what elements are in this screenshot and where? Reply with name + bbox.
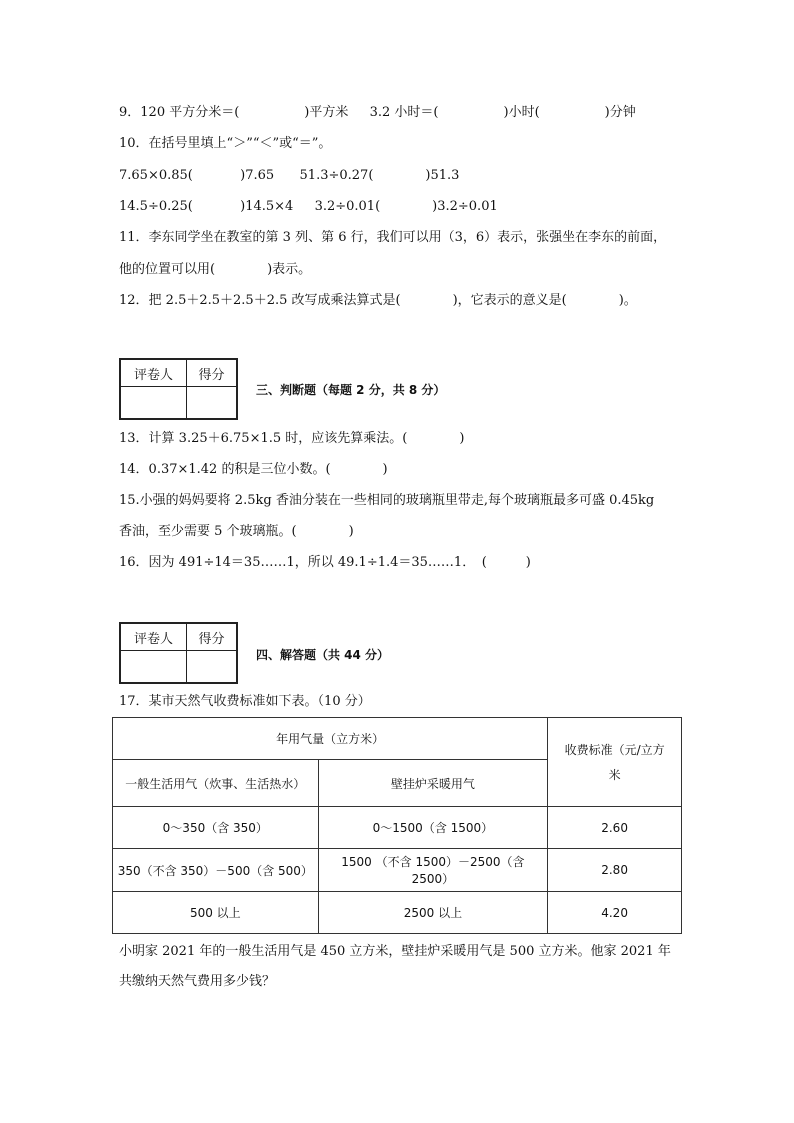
question-11-line-2: 他的位置可以用( )表示。 (119, 262, 312, 277)
score-box-section-3 (119, 358, 238, 420)
grader-cell (121, 651, 187, 682)
grader-label: 评卷人 (121, 360, 187, 387)
question-9: 9．120 平方分米＝( )平方米 3.2 小时＝( )小时( )分钟 (119, 105, 636, 120)
price-value: 2.60 (548, 807, 682, 849)
question-12: 12．把 2.5＋2.5＋2.5＋2.5 改写成乘法算式是( )，它表示的意义是( )。 (119, 293, 637, 308)
question-15-line-2: 香油，至少需要 5 个玻璃瓶。( ) (119, 524, 354, 539)
question-13: 13．计算 3.25＋6.75×1.5 时，应该先算乘法。( ) (119, 431, 465, 446)
question-10: 10．在括号里填上“＞”“＜”或“＝”。 (119, 136, 332, 151)
household-range: 500 以上 (113, 892, 319, 934)
table-row (113, 849, 682, 892)
usage-header: 年用气量（立方米） (113, 718, 548, 760)
household-range: 350（不含 350）－500（含 500） (113, 849, 319, 892)
question-15-line-1: 15.小强的妈妈要将 2.5kg 香油分装在一些相同的玻璃瓶里带走,每个玻璃瓶最多可盛 0.45kg (119, 493, 655, 508)
grader-label: 评卷人 (121, 624, 187, 651)
question-11-line-1: 11．李东同学坐在教室的第 3 列、第 6 行，我们可以用（3，6）表示，张强坐在李东的前面， (119, 230, 667, 245)
section-4-title: 四、解答题（共 44 分） (256, 648, 390, 662)
table-row (113, 892, 682, 934)
gas-fee-table (112, 717, 682, 934)
section-3-title: 三、判断题（每题 2 分，共 8 分） (256, 383, 446, 397)
price-header (548, 718, 682, 807)
household-subheader: 一般生活用气（炊事、生活热水） (113, 760, 319, 807)
score-label: 得分 (187, 624, 236, 651)
question-10-row-2: 14.5÷0.25( )14.5×4 3.2÷0.01( )3.2÷0.01 (119, 199, 498, 214)
score-box-section-4 (119, 622, 238, 684)
household-range: 0～350（含 350） (113, 807, 319, 849)
heating-subheader: 壁挂炉采暖用气 (318, 760, 548, 807)
grader-cell (121, 387, 187, 418)
price-header-line-2: 米 (608, 768, 621, 782)
heating-range: 0～1500（含 1500） (318, 807, 548, 849)
heating-range: 1500 （不含 1500）－2500（含 2500） (318, 849, 548, 892)
score-cell (187, 387, 236, 418)
question-17-text-1: 小明家 2021 年的一般生活用气是 450 立方米，壁挂炉采暖用气是 500 立方米。他家 2021 年 (119, 944, 671, 959)
question-14: 14．0.37×1.42 的积是三位小数。( ) (119, 462, 388, 477)
question-17-text-2: 共缴纳天然气费用多少钱？ (119, 974, 276, 989)
table-row (113, 807, 682, 849)
question-10-row-1: 7.65×0.85( )7.65 51.3÷0.27( )51.3 (119, 168, 460, 183)
question-17: 17．某市天然气收费标准如下表。（10 分） (119, 694, 371, 709)
question-16: 16．因为 491÷14＝35……1，所以 49.1÷1.4＝35……1． ( ) (119, 555, 531, 570)
price-value: 4.20 (548, 892, 682, 934)
price-header-line-1: 收费标准（元/立方 (564, 743, 665, 757)
price-value: 2.80 (548, 849, 682, 892)
heating-range: 2500 以上 (318, 892, 548, 934)
score-label: 得分 (187, 360, 236, 387)
score-cell (187, 651, 236, 682)
